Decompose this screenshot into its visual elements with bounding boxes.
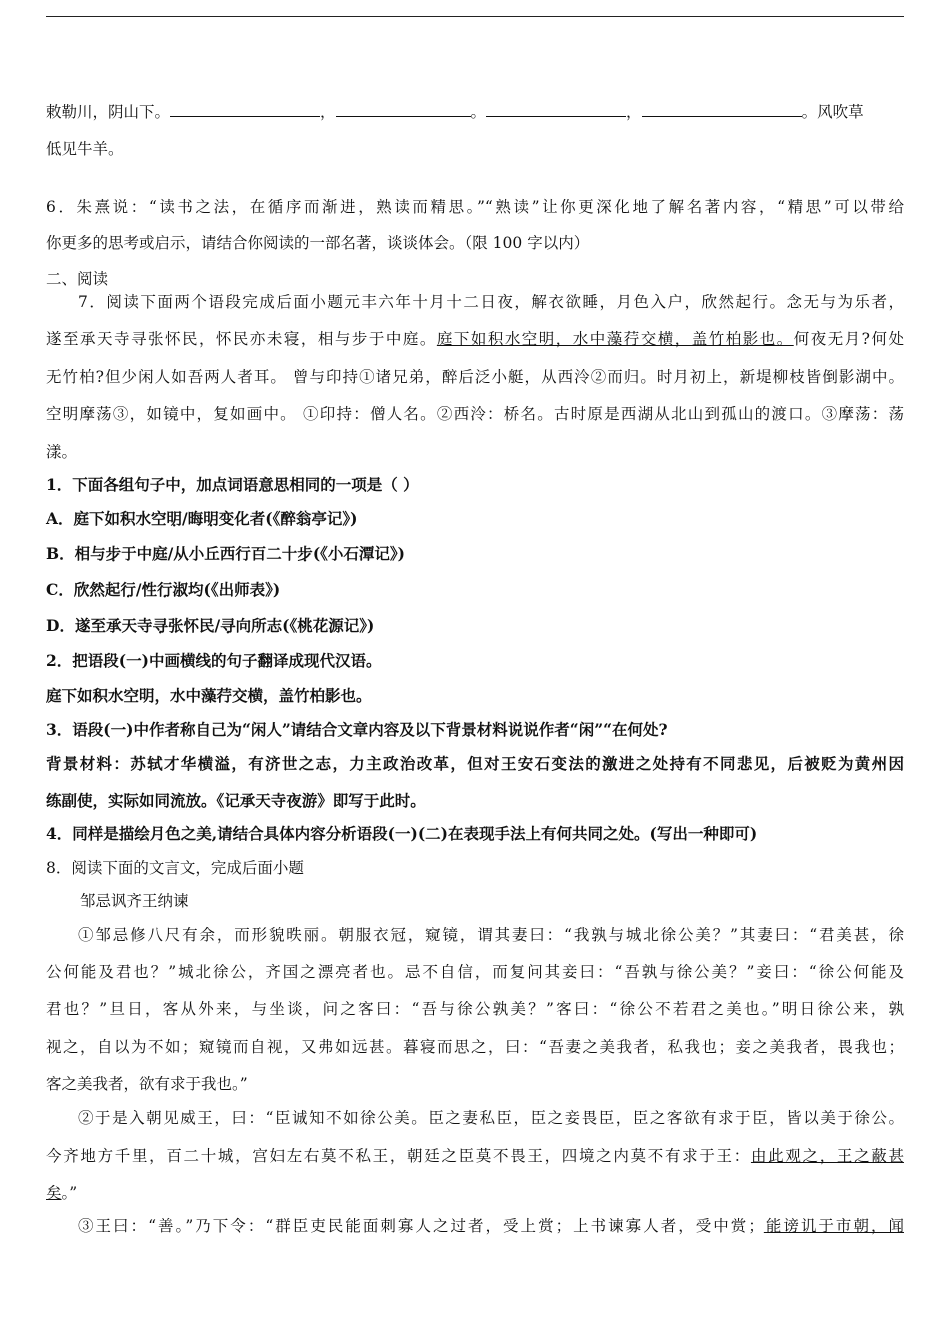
section-heading: 二、阅读 <box>46 270 109 288</box>
option-text: 张怀民/ <box>167 616 221 635</box>
option-a[interactable] <box>46 508 904 530</box>
dotted-word: 寻 <box>152 616 168 635</box>
option-text: /晦 <box>182 509 204 528</box>
underlined-sentence: 能谤讥于市朝，闻 <box>763 1217 904 1235</box>
q7-line-2 <box>46 328 904 350</box>
option-text: /性 <box>135 580 158 599</box>
header-rule <box>46 16 904 17</box>
q7-line-4: 空明摩荡③，如镜中，复如画中。 ①印持：僧人名。②西泠：桥名。古时原是西湖从北山到孤山的渡口。③摩荡：荡 <box>46 405 904 423</box>
option-c[interactable] <box>46 579 904 601</box>
option-text: 向所志(《桃花源记》) <box>235 616 375 635</box>
option-text: 变化者(《醉翁亭记》) <box>218 509 358 528</box>
sq3-background-1: 背景材料：苏轼才华横溢，有济世之志，力主政治改革，但对王安石变法的激进之处持有不同悲见，后被贬为黄州因 <box>46 754 904 773</box>
punct: ， <box>320 103 336 121</box>
dotted-word: 行 <box>120 580 136 599</box>
p2-line-1: ②于是入朝见威王，曰：“臣诚知不如徐公美。臣之妻私臣，臣之妾畏臣，臣之客欲有求于臣，皆以美于徐公。 <box>78 1109 904 1127</box>
poem-text: 。风吹草 <box>801 103 864 121</box>
answer-blank-3[interactable] <box>486 100 626 117</box>
p1-line-5: 客之美我者，欲有求于我也。” <box>46 1075 248 1093</box>
passage-title: 邹忌讽齐王纳谏 <box>80 892 189 910</box>
option-text: C．欣然起 <box>46 580 121 599</box>
dotted-word: 步 <box>297 544 313 563</box>
dotted-word: 明 <box>203 509 219 528</box>
underlined-sentence: 由此观之，王之蔽甚 <box>750 1147 904 1165</box>
dotted-word: 寻 <box>220 616 236 635</box>
q7-line-1: 7．阅读下面两个语段完成后面小题元丰六年十月十二日夜，解衣欲睡，月色入户，欣然起行。念无与为乐者， <box>78 293 904 311</box>
p3-line-1 <box>78 1215 904 1237</box>
q8-stem: 8．阅读下面的文言文，完成后面小题 <box>46 859 304 877</box>
passage-text: ③王曰：“善。”乃下令：“群臣吏民能面刺寡人之过者，受上赏；上书谏寡人者，受中赏； <box>78 1217 764 1235</box>
sq2-stem: 2．把语段(一)中画横线的句子翻译成现代汉语。 <box>46 651 382 670</box>
answer-blank-2[interactable] <box>336 100 471 117</box>
dotted-word: 步 <box>105 544 122 563</box>
dotted-word: 明 <box>166 509 183 528</box>
underlined-sentence: 庭下如积水空明，水中藻荇交横，盖竹柏影也。 <box>436 330 794 348</box>
option-text: B．相与 <box>46 544 106 563</box>
q7-line-5: 漾。 <box>46 443 78 461</box>
poem-text: 敕勒川，阴山下。 <box>46 103 171 121</box>
p1-line-1: ①邹忌修八尺有余，而形貌昳丽。朝服衣冠，窥镜，谓其妻曰：“我孰与城北徐公美？”其妻曰：“君美甚，徐 <box>78 926 904 944</box>
q7-line-3: 无竹柏?但少闲人如吾两人者耳。 曾与印持①诸兄弟，醉后泛小艇，从西泠②而归。时月初上，新堤柳枝皆倒影湖中。 <box>46 368 904 386</box>
sq4-stem: 4．同样是描绘月色之美,请结合具体内容分析语段(一)(二)在表现手法上有何共同之处。(写出一种即可) <box>46 824 758 843</box>
answer-blank-1[interactable] <box>170 100 320 117</box>
passage-text: 何夜无月?何处 <box>793 330 904 348</box>
underlined-sentence: 矣 <box>46 1184 62 1202</box>
sq3-background-2: 练副使，实际如同流放。《记承天寺夜游》即写于此时。 <box>46 791 426 810</box>
poem-line-2: 低见牛羊。 <box>46 140 124 158</box>
passage-text: 。” <box>61 1184 78 1202</box>
poem-line-1 <box>46 100 904 123</box>
p1-line-4: 视之，自以为不如；窥镜而自视，又弗如远甚。暮寝而思之，曰：“吾妻之美我者，私我也；妾之美我者，畏我也； <box>46 1038 904 1056</box>
p2-line-2 <box>46 1145 904 1167</box>
q6-line-2: 你更多的思考或启示，请结合你阅读的一部名著，谈谈体会。（限 100 字以内） <box>46 234 590 252</box>
punct: ， <box>626 103 642 121</box>
q6-line-1: 6．朱熹说：“读书之法，在循序而渐进，熟读而精思。”“熟读”让你更深化地了解名著内容，“精思”可以带给 <box>46 198 904 216</box>
p1-line-2: 公何能及君也？”城北徐公，齐国之漂亮者也。忌不自信，而复问其妾曰：“吾孰与徐公美？”妾曰：“徐公何能及 <box>46 963 904 981</box>
dotted-word: 行 <box>157 580 173 599</box>
option-b[interactable] <box>46 543 904 565</box>
sq3-stem: 3．语段(一)中作者称自己为“闲人”请结合文章内容及以下背景材料说说作者“闲”“在何处? <box>46 720 668 739</box>
option-text: A．庭下如积水空 <box>46 509 167 528</box>
passage-text: 今齐地方千里，百二十城，宫妇左右莫不私王，朝廷之臣莫不畏王，四境之内莫不有求于王： <box>46 1147 751 1165</box>
option-text: 于中庭/从小丘西行百二十 <box>121 544 298 563</box>
passage-text: 遂至承天寺寻张怀民，怀民亦未寝，相与步于中庭。 <box>46 330 437 348</box>
option-text: 淑均(《出师表》) <box>172 580 281 599</box>
option-text: D．遂至承天寺 <box>46 616 153 635</box>
punct: 。 <box>470 103 487 121</box>
sq1-stem: 1．下面各组句子中，加点词语意思相同的一项是（ ） <box>46 475 419 494</box>
p2-line-3 <box>46 1182 904 1204</box>
answer-blank-4[interactable] <box>642 100 802 117</box>
p1-line-3: 君也？”旦日，客从外来，与坐谈，问之客曰：“吾与徐公孰美？”客曰：“徐公不若君之美也。”明日徐公来，孰 <box>46 1000 904 1018</box>
sq2-sentence: 庭下如积水空明，水中藻荇交横，盖竹柏影也。 <box>46 686 372 705</box>
option-text: (《小石潭记》) <box>312 544 405 563</box>
option-d[interactable] <box>46 615 904 637</box>
